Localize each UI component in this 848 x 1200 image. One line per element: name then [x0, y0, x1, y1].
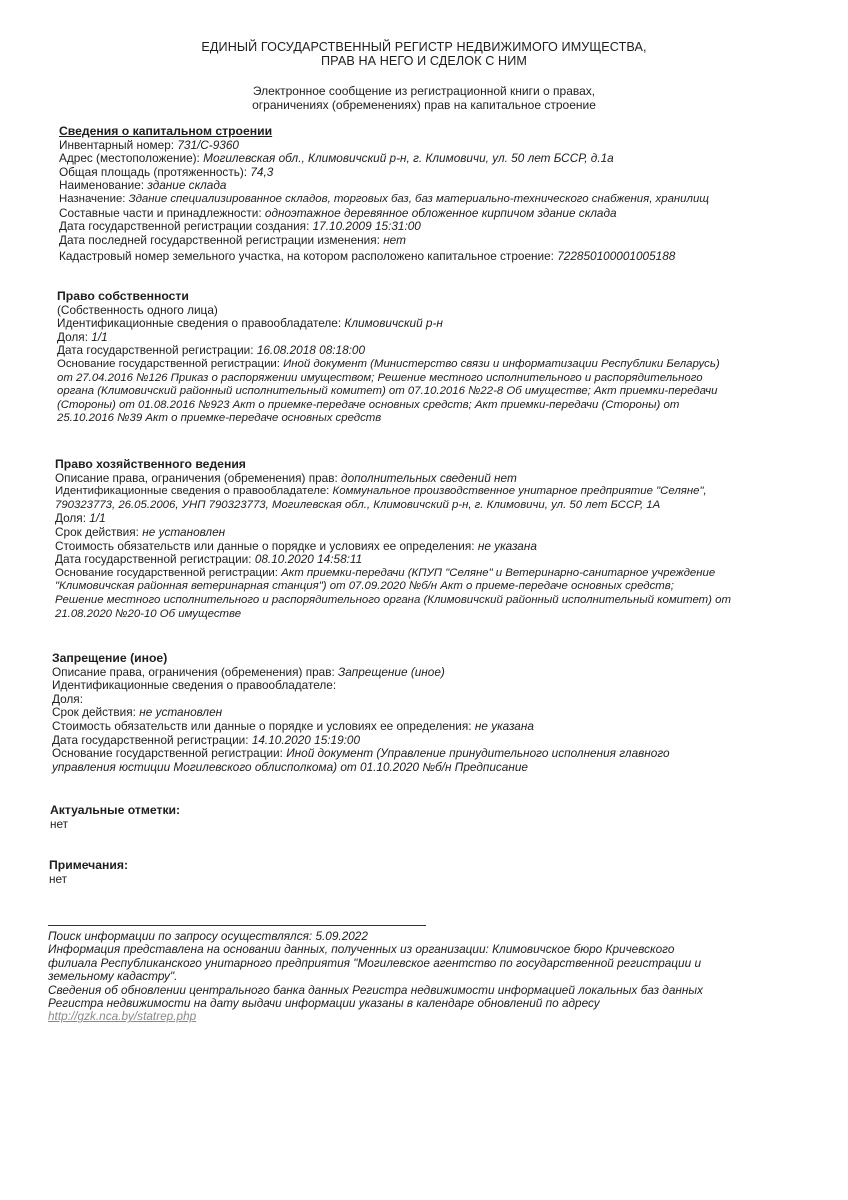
field-cadastral: [59, 250, 848, 264]
section-prohibition: [52, 652, 842, 774]
footer-line: Поиск информации по запросу осуществлялся: 5.09.2022: [48, 929, 368, 943]
field-value: 1/1: [91, 329, 108, 344]
field-name: [59, 179, 848, 193]
field-basis: [57, 358, 847, 372]
field-basis: [52, 747, 842, 761]
field-share: [57, 331, 847, 345]
footer-notes: [48, 930, 808, 1024]
field-value: 17.10.2009 15:31:00: [312, 219, 421, 234]
section-actual-marks: [50, 804, 840, 831]
field-value: 1/1: [89, 511, 106, 526]
section-economic-management: [55, 458, 845, 621]
field-label: Доля:: [52, 691, 83, 706]
field-value: нет: [383, 232, 406, 247]
field-area: [59, 166, 848, 180]
field-term: [55, 526, 845, 540]
field-label: Идентификационные сведения о правообладателе:: [52, 678, 337, 693]
section-ownership: [57, 290, 847, 426]
field-reg-date: [52, 734, 842, 748]
basis-continuation: (Стороны) от 01.08.2016 №923 Акт о приемке-передаче основных средств; Акт приемки-передачи (Стороны) от: [57, 398, 680, 411]
title-line-1: ЕДИНЫЙ ГОСУДАРСТВЕННЫЙ РЕГИСТР НЕДВИЖИМОГО ИМУЩЕСТВА,: [201, 40, 647, 54]
field-description: [52, 666, 842, 680]
marks-value: нет: [50, 816, 69, 831]
field-label: Дата государственной регистрации создания:: [59, 219, 310, 234]
field-value: 74,3: [250, 164, 274, 179]
subtitle-line-2: ограничениях (обременениях) прав на капитальное строение: [252, 98, 596, 112]
field-share: [55, 512, 845, 526]
document-title: [0, 40, 848, 68]
section-heading: Сведения о капитальном строении: [59, 124, 273, 138]
field-label: Адрес (местоположение):: [59, 151, 200, 166]
field-label: Инвентарный номер:: [59, 137, 175, 152]
footer-line: Регистра недвижимости на дату выдачи информации указаны в календаре обновлений по адресу: [48, 996, 600, 1011]
field-value: Иной документ (Управление принудительного исполнения главного: [286, 746, 670, 761]
field-label: Срок действия:: [55, 524, 139, 539]
field-address: [59, 152, 848, 166]
footer-line: земельному кадастру".: [48, 969, 178, 984]
field-value: Иной документ (Министерство связи и информатизации Республики Беларусь): [283, 357, 720, 370]
section-heading: Актуальные отметки:: [50, 803, 181, 817]
field-cost: [55, 540, 845, 554]
field-label: Назначение:: [59, 192, 126, 205]
field-value: Здание специализированное складов, торговых баз, баз материально-технического снабжения, хранилищ: [128, 192, 709, 205]
field-value: 14.10.2020 15:19:00: [251, 732, 361, 747]
holder-continuation: 790323773, 26.05.2006, УНП 790323773, Могилевская обл., Климовичский р-н, г. Климовичи, ул. 50 лет БССР, 1А: [55, 498, 661, 511]
field-inventory: [59, 139, 848, 153]
field-value: не установлен: [139, 705, 223, 720]
field-value: не указана: [477, 538, 537, 553]
field-label: Кадастровый номер земельного участка, на котором расположено капитальное строение:: [59, 249, 554, 264]
notes-value: нет: [49, 871, 68, 886]
field-label: Доля:: [57, 329, 88, 344]
field-label: Основание государственной регистрации:: [52, 746, 283, 761]
field-value: Запрещение (иное): [338, 664, 445, 679]
footer-line: филиала Республиканского унитарного предприятия "Могилевское агентство по государственной регистрации и: [48, 955, 702, 970]
field-purpose: [59, 193, 848, 207]
field-label: Основание государственной регистрации:: [57, 357, 280, 370]
field-value: дополнительных сведений нет: [341, 470, 517, 485]
title-line-2: ПРАВ НА НЕГО И СДЕЛОК С НИМ: [321, 54, 527, 68]
section-heading: Право хозяйственного ведения: [55, 457, 246, 471]
field-reg-date: [55, 553, 845, 567]
footer-line: Информация представлена на основании данных, полученных из организации: Климовичское бюро Кричевского: [48, 942, 675, 957]
field-label: Дата государственной регистрации:: [55, 552, 252, 567]
field-value: Коммунальное производственное унитарное предприятие "Селяне",: [332, 485, 707, 498]
section-notes: [49, 859, 839, 886]
field-label: Дата последней государственной регистрации изменения:: [59, 232, 380, 247]
basis-continuation: Решение местного исполнительного и распорядительного органа (Климовичский районный исполнительный комитет) от: [55, 593, 731, 606]
section-heading: Примечания:: [49, 858, 129, 872]
basis-continuation: 21.08.2020 №20-10 Об имуществе: [55, 607, 242, 620]
document-subtitle: [0, 84, 848, 112]
field-value: 731/С-9360: [177, 137, 239, 152]
basis-continuation: 25.10.2016 №39 Акт о приемке-передаче основных средств: [57, 412, 382, 425]
footer-link[interactable]: http://gzk.nca.by/statrep.php: [48, 1009, 197, 1024]
section-building: [59, 125, 848, 264]
field-label: Идентификационные сведения о правообладателе:: [55, 485, 330, 498]
field-label: Описание права, ограничения (обременения) прав:: [55, 470, 338, 485]
field-label: Описание права, ограничения (обременения) прав:: [52, 664, 335, 679]
field-value: 16.08.2018 08:18:00: [256, 343, 366, 358]
field-value: Акт приемки-передачи (КПУП "Селяне" и Ветеринарно-санитарное учреждение: [281, 566, 716, 579]
field-value: 08.10.2020 14:58:11: [254, 552, 363, 567]
field-changed: [59, 234, 848, 248]
field-label: Стоимость обязательств или данные о порядке и условиях ее определения:: [55, 538, 475, 553]
field-label: Стоимость обязательств или данные о порядке и условиях ее определения:: [52, 718, 472, 733]
field-label: Дата государственной регистрации:: [57, 343, 254, 358]
field-basis: [55, 567, 845, 581]
field-value: одноэтажное деревянное обложенное кирпичом здание склада: [264, 205, 617, 220]
field-value: не установлен: [142, 524, 226, 539]
field-value: Могилевская обл., Климовичский р-н, г. Климовичи, ул. 50 лет БССР, д.1а: [203, 151, 614, 166]
ownership-type: (Собственность одного лица): [57, 302, 218, 317]
field-holder: [57, 317, 847, 331]
field-label: Общая площадь (протяженность):: [59, 164, 248, 179]
field-label: Основание государственной регистрации:: [55, 566, 278, 579]
field-label: Идентификационные сведения о правообладателе:: [57, 316, 342, 331]
field-holder: [55, 485, 845, 499]
field-label: Составные части и принадлежности:: [59, 205, 262, 220]
field-reg-date: [57, 344, 847, 358]
field-term: [52, 706, 842, 720]
field-share: [52, 693, 842, 707]
field-value: не указана: [474, 718, 534, 733]
footer-divider: [48, 925, 426, 926]
section-heading: Право собственности: [57, 289, 189, 303]
basis-continuation: управления юстиции Могилевского облисполкома) от 01.10.2020 №б/н Предписание: [52, 759, 528, 774]
basis-continuation: органа (Климовичский районный исполнительный комитет) от 07.10.2016 №22-8 Об имуществе; Акт приемки-передачи: [57, 385, 718, 398]
field-label: Доля:: [55, 511, 86, 526]
field-parts: [59, 207, 848, 221]
field-value: здание склада: [147, 178, 227, 193]
subtitle-line-1: Электронное сообщение из регистрационной книги о правах,: [252, 84, 596, 98]
field-label: Наименование:: [59, 178, 145, 193]
section-heading: Запрещение (иное): [52, 651, 168, 665]
field-label: Дата государственной регистрации:: [52, 732, 249, 747]
field-label: Срок действия:: [52, 705, 136, 720]
field-holder: [52, 679, 842, 693]
field-value: 722850100001005188: [557, 249, 676, 264]
basis-continuation: от 27.04.2016 №126 Приказ о распоряжении имуществом; Решение местного исполнительного и распорядительного: [57, 371, 703, 384]
footer-line: Сведения об обновлении центрального банка данных Регистра недвижимости информацией локальных баз данных: [48, 982, 703, 997]
field-cost: [52, 720, 842, 734]
field-description: [55, 472, 845, 486]
field-value: Климовичский р-н: [344, 316, 443, 331]
field-created: [59, 220, 848, 234]
basis-continuation: "Климовичская районная ветеринарная станция") от 07.09.2020 №б/н Акт о приеме-передаче основных средств;: [55, 580, 674, 593]
